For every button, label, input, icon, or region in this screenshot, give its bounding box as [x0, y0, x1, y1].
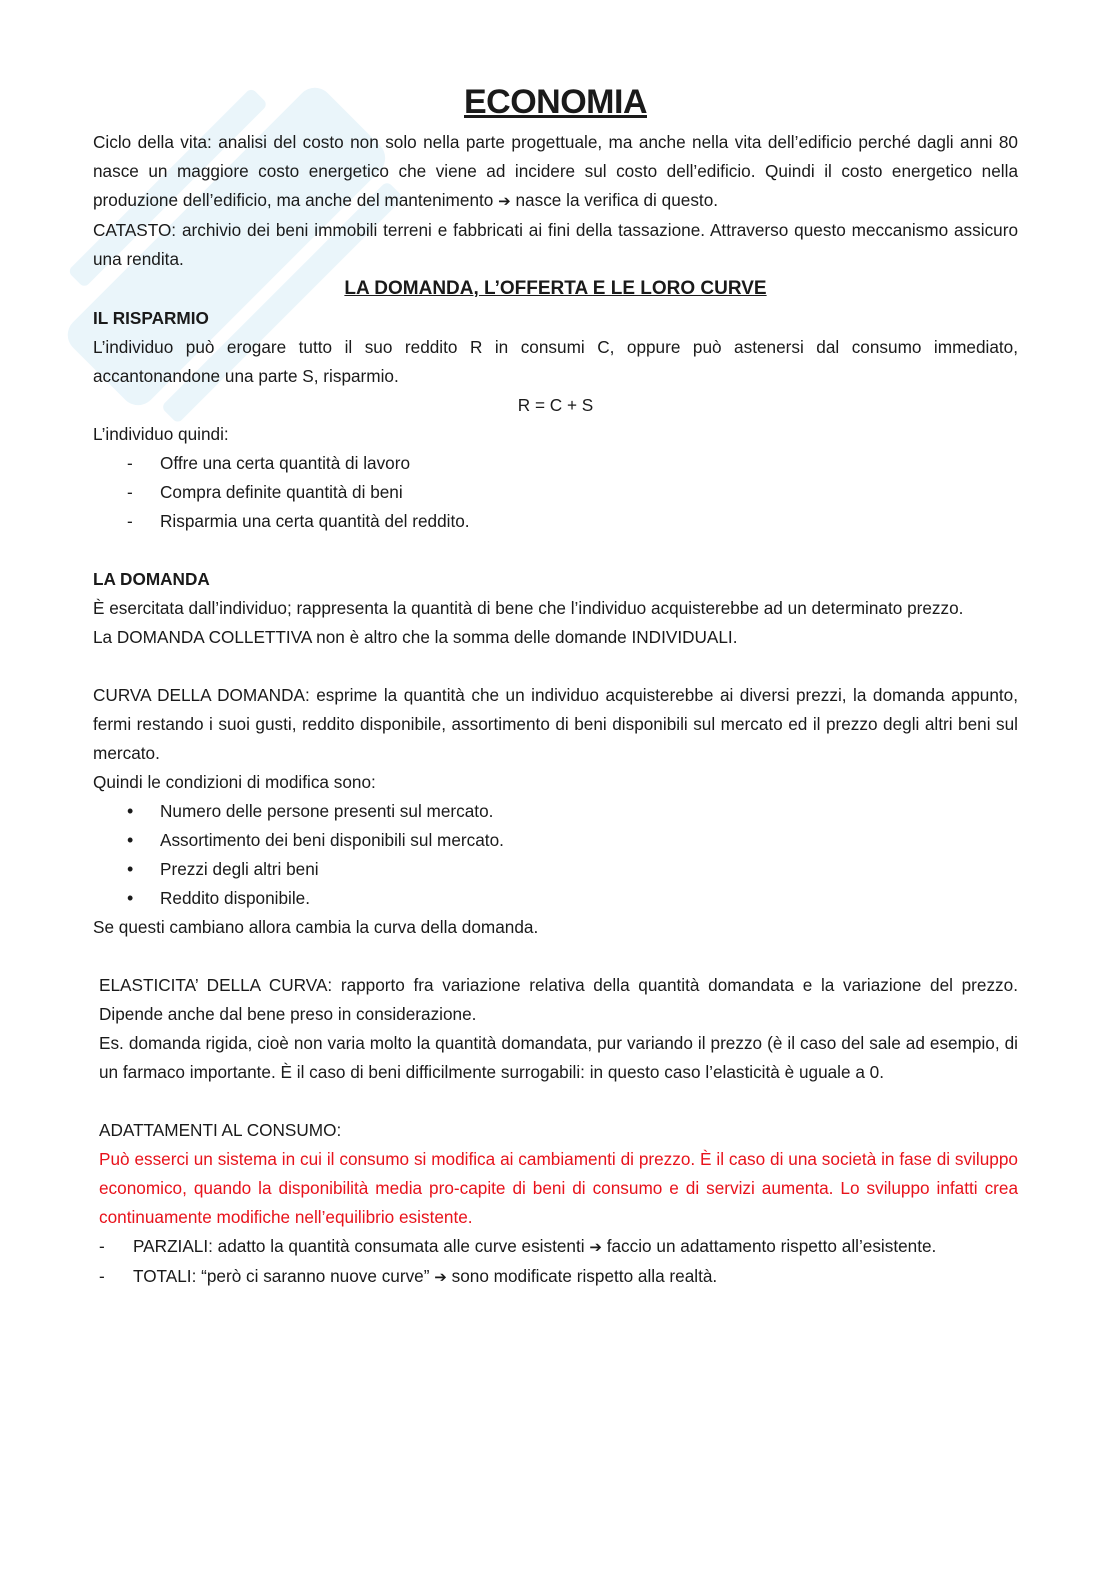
risparmio-heading: IL RISPARMIO: [93, 308, 209, 328]
adattamenti-heading: ADATTAMENTI AL CONSUMO:: [99, 1120, 342, 1140]
intro-text-b: nasce la verifica di questo.: [515, 190, 719, 210]
quindi-line: L’individuo quindi:: [93, 424, 229, 444]
totali-text-b: sono modificate rispetto alla realtà.: [451, 1266, 718, 1286]
parziali-text-b: faccio un adattamento rispetto all’esistente.: [606, 1236, 937, 1256]
elasticita-paragraph: ELASTICITA’ DELLA CURVA: rapporto fra variazione relativa della quantità domandata e la variazione del prezzo. Dipende anche dal bene preso in considerazione.: [99, 975, 1018, 1024]
section-heading: LA DOMANDA, L’OFFERTA E LE LORO CURVE: [344, 278, 767, 299]
formula: R = C + S: [517, 395, 594, 415]
list-item: - Offre una certa quantità di lavoro: [93, 449, 1018, 478]
parziali-text-a: PARZIALI: adatto la quantità consumata alle curve esistenti: [133, 1236, 585, 1256]
list-item: • Reddito disponibile.: [93, 884, 1018, 913]
domanda-collettiva-paragraph: La DOMANDA COLLETTIVA non è altro che la somma delle domande INDIVIDUALI.: [93, 627, 738, 647]
list-item: • Prezzi degli altri beni: [93, 855, 1018, 884]
totali-text-a: TOTALI: “però ci saranno nuove curve”: [133, 1266, 430, 1286]
page-title: ECONOMIA: [464, 83, 647, 121]
risparmio-paragraph: L’individuo può erogare tutto il suo reddito R in consumi C, oppure può astenersi dal consumo immediato, accantonandone una parte S, risparmio.: [93, 337, 1018, 386]
right-arrow-icon: ➔: [498, 192, 511, 210]
list-item: - Risparmia una certa quantità del reddito.: [93, 507, 1018, 536]
intro-text-a: Ciclo della vita: analisi del costo non solo nella parte progettuale, ma anche nella vita dell’edificio perché dagli anni 80 nasce un maggiore costo energetico che viene ad incidere sul costo dell’edificio. Quindi il costo energetico nella produzione dell’edificio, ma anche del mantenimento: [93, 132, 1018, 210]
adattamenti-list: [93, 1232, 1018, 1292]
condizioni-line: Quindi le condizioni di modifica sono:: [93, 772, 376, 792]
list-item: • Numero delle persone presenti sul mercato.: [93, 797, 1018, 826]
list-item: - Compra definite quantità di beni: [93, 478, 1018, 507]
domanda-closing: Se questi cambiano allora cambia la curva della domanda.: [93, 917, 539, 937]
document-content: [93, 78, 1018, 1292]
curva-paragraph: CURVA DELLA DOMANDA: esprime la quantità che un individuo acquisterebbe ai diversi prezzi, la domanda appunto, fermi restando i suoi gusti, reddito disponibile, assortimento di beni disponibili sul mercato ed il prezzo degli altri beni sul mercato.: [93, 685, 1018, 763]
domanda-paragraph: È esercitata dall’individuo; rappresenta la quantità di bene che l’individuo acquisterebbe ad un determinato prezzo.: [93, 598, 964, 618]
elasticita-example: Es. domanda rigida, cioè non varia molto la quantità domandata, pur variando il prezzo (è il caso del sale ad esempio, di un farmaco importante. È il caso di beni difficilmente surrogabili: in questo caso l’elasticità è uguale a 0.: [99, 1033, 1018, 1082]
right-arrow-icon: ➔: [589, 1238, 602, 1256]
adattamenti-red-paragraph: Può esserci un sistema in cui il consumo si modifica ai cambiamenti di prezzo. È il caso di una società in fase di sviluppo economico, quando la disponibilità media pro-capite di beni di consumo e di servizi aumenta. Lo sviluppo infatti crea continuamente modifiche nell’equilibrio esistente.: [99, 1149, 1018, 1227]
right-arrow-icon: ➔: [434, 1268, 447, 1286]
list-item-totali: [93, 1262, 1018, 1292]
individuo-list: [93, 449, 1018, 536]
intro-paragraph: [93, 128, 1018, 216]
condizioni-list: [93, 797, 1018, 913]
domanda-heading: LA DOMANDA: [93, 569, 210, 589]
list-item: • Assortimento dei beni disponibili sul mercato.: [93, 826, 1018, 855]
list-item-parziali: [93, 1232, 1018, 1262]
catasto-paragraph: CATASTO: archivio dei beni immobili terreni e fabbricati ai fini della tassazione. Attraverso questo meccanismo assicuro una rendita.: [93, 220, 1018, 269]
